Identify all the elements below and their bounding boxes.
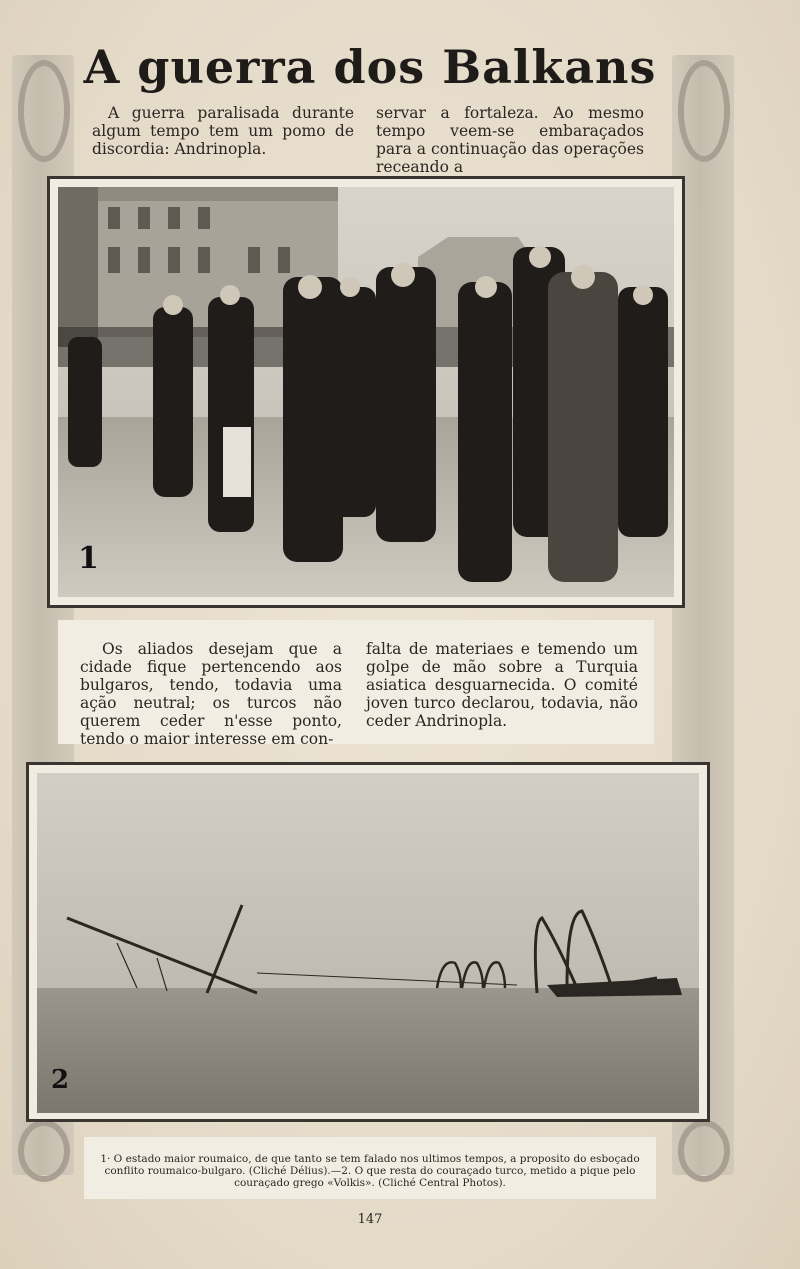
- photo-2-frame: [26, 762, 710, 1122]
- middle-text-block: [58, 620, 654, 748]
- photo-2-sunken-ship: [37, 773, 699, 1113]
- photo-1-officers: [58, 187, 674, 597]
- middle-column-2: falta de materiaes e temendo um golpe de mão sobre a Turquia asiatica desguarnecida. O comité joven turco declarou, todavia, não ceder Andrinopla.: [366, 640, 638, 730]
- photo-1-frame: [47, 176, 685, 608]
- photo-caption: 1· O estado maior roumaico, de que tanto se tem falado nos ultimos tempos, a proposito do esboçado conflito roumaico-bulgaro. (Cliché Délius).—2. O que resta do couraçado turco, metido a pique pelo couraçado grego «Volkis». (Cliché Central Photos).: [84, 1137, 656, 1199]
- officers-photo-image: [58, 187, 674, 597]
- intro-column-1: A guerra paralisada durante algum tempo tem um pomo de discordia: Andrinopla.: [92, 104, 354, 158]
- intro-text-block: [80, 104, 662, 176]
- intro-column-2: servar a fortaleza. Ao mesmo tempo veem-se embaraçados para a continuação das operações receando a: [376, 104, 644, 176]
- bottom-right-ornament: [678, 1120, 730, 1182]
- middle-column-1: Os aliados desejam que a cidade fique pertencendo aos bulgaros, tendo, todavia uma ação neutral; os turcos não querem ceder n'esse ponto, tendo o maior interesse em con-: [80, 640, 342, 748]
- page-title: A guerra dos Balkans: [83, 40, 657, 94]
- sunken-ship-photo-image: [37, 773, 699, 1113]
- photo-1-number: 1: [78, 541, 99, 576]
- photo-2-number: 2: [51, 1065, 70, 1095]
- page-number: 147: [357, 1212, 383, 1227]
- bottom-left-ornament: [18, 1120, 70, 1182]
